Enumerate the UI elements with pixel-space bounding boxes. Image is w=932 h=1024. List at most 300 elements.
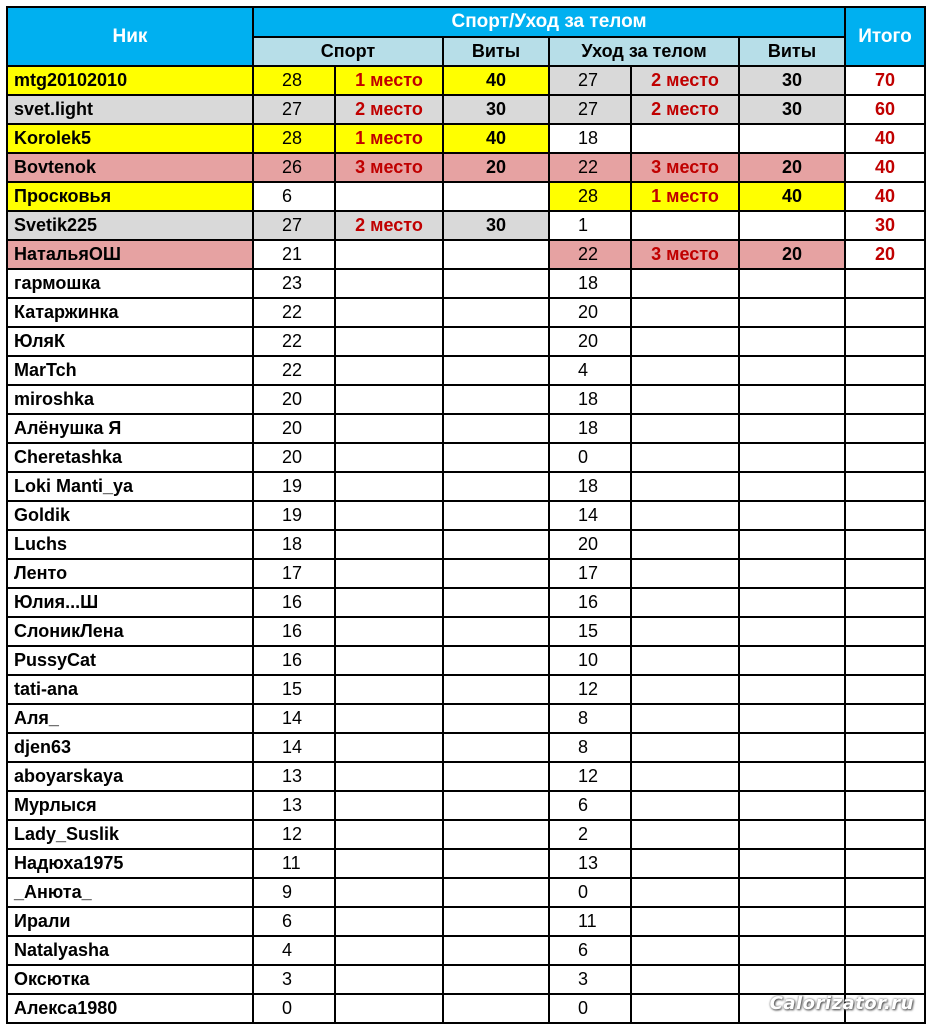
cell-total	[845, 704, 925, 733]
cell-care-points	[739, 298, 845, 327]
cell-sport-place: 3 место	[335, 153, 443, 182]
table-row	[7, 617, 925, 646]
cell-nick: НатальяОШ	[7, 240, 253, 269]
cell-sport-points: 40	[443, 124, 549, 153]
cell-sport-score: 23	[253, 269, 335, 298]
table-row	[7, 646, 925, 675]
table-row	[7, 820, 925, 849]
cell-total	[845, 646, 925, 675]
cell-care-points	[739, 269, 845, 298]
cell-nick: Bovtenok	[7, 153, 253, 182]
cell-care-points: 30	[739, 66, 845, 95]
cell-care-place: 3 место	[631, 240, 739, 269]
cell-nick: svet.light	[7, 95, 253, 124]
cell-sport-score: 27	[253, 211, 335, 240]
cell-care-place: 2 место	[631, 95, 739, 124]
cell-sport-score: 16	[253, 646, 335, 675]
cell-care-points	[739, 965, 845, 994]
table-row	[7, 704, 925, 733]
cell-nick: Просковья	[7, 182, 253, 211]
cell-care-place	[631, 559, 739, 588]
cell-sport-score: 20	[253, 414, 335, 443]
cell-nick: Goldik	[7, 501, 253, 530]
cell-care-place	[631, 762, 739, 791]
cell-nick: PussyCat	[7, 646, 253, 675]
cell-sport-place	[335, 588, 443, 617]
cell-sport-points	[443, 356, 549, 385]
table-row	[7, 965, 925, 994]
table-row	[7, 385, 925, 414]
cell-care-score: 27	[549, 95, 631, 124]
cell-sport-place	[335, 733, 443, 762]
cell-sport-points	[443, 385, 549, 414]
cell-nick: mtg20102010	[7, 66, 253, 95]
cell-sport-points	[443, 733, 549, 762]
cell-care-place	[631, 733, 739, 762]
cell-sport-place: 2 место	[335, 211, 443, 240]
table-row	[7, 95, 925, 124]
cell-sport-place	[335, 820, 443, 849]
cell-nick: Lady_Suslik	[7, 820, 253, 849]
cell-care-place: 2 место	[631, 66, 739, 95]
cell-sport-score: 6	[253, 182, 335, 211]
cell-total	[845, 936, 925, 965]
cell-sport-points	[443, 646, 549, 675]
table-row	[7, 153, 925, 182]
cell-care-score: 20	[549, 530, 631, 559]
cell-care-score: 27	[549, 66, 631, 95]
cell-care-place	[631, 124, 739, 153]
cell-care-score: 18	[549, 124, 631, 153]
cell-sport-score: 14	[253, 733, 335, 762]
cell-care-score: 18	[549, 385, 631, 414]
cell-sport-place	[335, 965, 443, 994]
table-row	[7, 791, 925, 820]
cell-care-place	[631, 530, 739, 559]
cell-care-place	[631, 849, 739, 878]
cell-care-place	[631, 994, 739, 1023]
table-row	[7, 762, 925, 791]
cell-care-score: 13	[549, 849, 631, 878]
cell-nick: Loki Manti_ya	[7, 472, 253, 501]
cell-total	[845, 965, 925, 994]
cell-sport-score: 12	[253, 820, 335, 849]
table-row	[7, 327, 925, 356]
cell-care-points	[739, 472, 845, 501]
cell-nick: Ленто	[7, 559, 253, 588]
cell-sport-points	[443, 704, 549, 733]
cell-sport-score: 14	[253, 704, 335, 733]
cell-care-points	[739, 356, 845, 385]
cell-total	[845, 559, 925, 588]
cell-care-points	[739, 443, 845, 472]
cell-sport-score: 17	[253, 559, 335, 588]
cell-care-score: 12	[549, 675, 631, 704]
cell-sport-place	[335, 849, 443, 878]
cell-care-place	[631, 269, 739, 298]
cell-sport-points	[443, 878, 549, 907]
cell-sport-points	[443, 965, 549, 994]
cell-care-points: 20	[739, 153, 845, 182]
cell-care-place: 1 место	[631, 182, 739, 211]
cell-sport-place	[335, 762, 443, 791]
cell-sport-points	[443, 588, 549, 617]
cell-total	[845, 588, 925, 617]
cell-nick: Luchs	[7, 530, 253, 559]
cell-sport-points: 40	[443, 66, 549, 95]
cell-sport-score: 22	[253, 298, 335, 327]
cell-nick: tati-ana	[7, 675, 253, 704]
table-row	[7, 733, 925, 762]
cell-sport-place	[335, 182, 443, 211]
cell-total: 20	[845, 240, 925, 269]
header-care-points: Виты	[739, 37, 845, 66]
table-row	[7, 182, 925, 211]
cell-sport-place	[335, 385, 443, 414]
cell-sport-score: 20	[253, 385, 335, 414]
cell-sport-place	[335, 356, 443, 385]
cell-sport-points	[443, 501, 549, 530]
cell-sport-place	[335, 791, 443, 820]
cell-sport-place	[335, 675, 443, 704]
cell-care-points	[739, 704, 845, 733]
cell-total: 30	[845, 211, 925, 240]
cell-care-score: 20	[549, 298, 631, 327]
cell-sport-place	[335, 269, 443, 298]
cell-care-points: 20	[739, 240, 845, 269]
cell-sport-score: 27	[253, 95, 335, 124]
cell-sport-place	[335, 646, 443, 675]
table-row	[7, 298, 925, 327]
cell-total	[845, 327, 925, 356]
cell-care-place	[631, 211, 739, 240]
cell-sport-points	[443, 298, 549, 327]
cell-nick: Алёнушка Я	[7, 414, 253, 443]
cell-nick: Надюха1975	[7, 849, 253, 878]
cell-sport-place: 2 место	[335, 95, 443, 124]
cell-sport-points	[443, 530, 549, 559]
cell-total: 70	[845, 66, 925, 95]
cell-sport-points	[443, 269, 549, 298]
cell-total: 40	[845, 153, 925, 182]
cell-care-score: 0	[549, 878, 631, 907]
table-row	[7, 907, 925, 936]
cell-sport-score: 9	[253, 878, 335, 907]
cell-care-points	[739, 675, 845, 704]
cell-total	[845, 298, 925, 327]
cell-sport-place: 1 место	[335, 66, 443, 95]
cell-total	[845, 269, 925, 298]
cell-sport-score: 19	[253, 501, 335, 530]
cell-nick: СлоникЛена	[7, 617, 253, 646]
cell-total: 60	[845, 95, 925, 124]
table-row	[7, 675, 925, 704]
cell-care-points	[739, 124, 845, 153]
header-nick: Ник	[7, 7, 253, 66]
cell-care-points	[739, 646, 845, 675]
cell-care-score: 18	[549, 269, 631, 298]
cell-nick: Svetik225	[7, 211, 253, 240]
cell-care-place: 3 место	[631, 153, 739, 182]
cell-sport-score: 6	[253, 907, 335, 936]
cell-sport-place	[335, 994, 443, 1023]
cell-care-points	[739, 588, 845, 617]
cell-total: 40	[845, 124, 925, 153]
cell-care-place	[631, 675, 739, 704]
cell-sport-score: 16	[253, 617, 335, 646]
cell-care-place	[631, 472, 739, 501]
cell-sport-score: 3	[253, 965, 335, 994]
cell-nick: Алекса1980	[7, 994, 253, 1023]
table-row	[7, 878, 925, 907]
cell-total	[845, 878, 925, 907]
cell-care-place	[631, 501, 739, 530]
table-row	[7, 849, 925, 878]
cell-care-points: 30	[739, 95, 845, 124]
cell-total	[845, 356, 925, 385]
cell-care-score: 17	[549, 559, 631, 588]
cell-sport-place	[335, 617, 443, 646]
cell-care-place	[631, 385, 739, 414]
cell-care-points	[739, 820, 845, 849]
cell-sport-points	[443, 617, 549, 646]
cell-care-points	[739, 762, 845, 791]
cell-nick: MarTch	[7, 356, 253, 385]
table-row	[7, 269, 925, 298]
table-body	[7, 66, 925, 1023]
cell-care-score: 15	[549, 617, 631, 646]
table-row	[7, 356, 925, 385]
cell-nick: Юлия...Ш	[7, 588, 253, 617]
table-row	[7, 414, 925, 443]
cell-nick: Natalyasha	[7, 936, 253, 965]
cell-care-points	[739, 907, 845, 936]
cell-care-place	[631, 298, 739, 327]
table-row	[7, 588, 925, 617]
cell-nick: Korolek5	[7, 124, 253, 153]
cell-care-points	[739, 385, 845, 414]
cell-sport-points	[443, 327, 549, 356]
cell-nick: Аля_	[7, 704, 253, 733]
cell-care-score: 28	[549, 182, 631, 211]
cell-care-score: 6	[549, 936, 631, 965]
cell-sport-points	[443, 240, 549, 269]
cell-sport-score: 26	[253, 153, 335, 182]
cell-care-points	[739, 327, 845, 356]
header-care: Уход за телом	[549, 37, 739, 66]
cell-total	[845, 472, 925, 501]
cell-care-score: 8	[549, 704, 631, 733]
cell-care-score: 18	[549, 414, 631, 443]
cell-sport-place	[335, 907, 443, 936]
cell-care-score: 22	[549, 153, 631, 182]
cell-sport-place: 1 место	[335, 124, 443, 153]
cell-care-points	[739, 530, 845, 559]
cell-sport-points	[443, 675, 549, 704]
cell-care-points	[739, 878, 845, 907]
table-row	[7, 530, 925, 559]
cell-care-score: 0	[549, 994, 631, 1023]
cell-care-points	[739, 849, 845, 878]
cell-care-score: 0	[549, 443, 631, 472]
cell-care-place	[631, 646, 739, 675]
cell-care-points	[739, 211, 845, 240]
cell-sport-score: 16	[253, 588, 335, 617]
cell-sport-score: 11	[253, 849, 335, 878]
cell-total	[845, 385, 925, 414]
cell-care-place	[631, 327, 739, 356]
cell-care-points: 40	[739, 182, 845, 211]
table-row	[7, 559, 925, 588]
header-row-top	[7, 7, 925, 37]
cell-sport-place	[335, 240, 443, 269]
header-total: Итого	[845, 7, 925, 66]
cell-care-points	[739, 791, 845, 820]
header-sport-care-group: Спорт/Уход за телом	[253, 7, 845, 37]
cell-nick: miroshka	[7, 385, 253, 414]
cell-sport-score: 22	[253, 356, 335, 385]
cell-total	[845, 762, 925, 791]
cell-sport-points: 30	[443, 211, 549, 240]
cell-sport-points: 30	[443, 95, 549, 124]
cell-care-score: 20	[549, 327, 631, 356]
table-row	[7, 501, 925, 530]
cell-care-place	[631, 356, 739, 385]
cell-sport-points	[443, 443, 549, 472]
cell-sport-place	[335, 936, 443, 965]
cell-sport-points: 20	[443, 153, 549, 182]
cell-sport-score: 13	[253, 762, 335, 791]
cell-sport-score: 13	[253, 791, 335, 820]
cell-sport-score: 22	[253, 327, 335, 356]
cell-total	[845, 733, 925, 762]
cell-care-points	[739, 936, 845, 965]
cell-total	[845, 501, 925, 530]
table-row	[7, 240, 925, 269]
cell-total	[845, 443, 925, 472]
cell-total: 40	[845, 182, 925, 211]
cell-sport-place	[335, 878, 443, 907]
cell-nick: Cheretashka	[7, 443, 253, 472]
cell-nick: Оксютка	[7, 965, 253, 994]
cell-sport-score: 21	[253, 240, 335, 269]
cell-care-place	[631, 965, 739, 994]
cell-care-place	[631, 878, 739, 907]
cell-care-points	[739, 617, 845, 646]
cell-nick: aboyarskaya	[7, 762, 253, 791]
header-sport-points: Виты	[443, 37, 549, 66]
cell-sport-place	[335, 559, 443, 588]
cell-sport-score: 0	[253, 994, 335, 1023]
cell-care-score: 1	[549, 211, 631, 240]
cell-total	[845, 414, 925, 443]
cell-sport-score: 19	[253, 472, 335, 501]
cell-sport-score: 18	[253, 530, 335, 559]
table-row	[7, 124, 925, 153]
cell-sport-score: 28	[253, 124, 335, 153]
cell-care-place	[631, 588, 739, 617]
cell-care-place	[631, 820, 739, 849]
cell-care-points	[739, 733, 845, 762]
cell-sport-place	[335, 327, 443, 356]
cell-sport-points	[443, 182, 549, 211]
table-row	[7, 472, 925, 501]
cell-sport-points	[443, 936, 549, 965]
cell-care-place	[631, 414, 739, 443]
cell-care-place	[631, 617, 739, 646]
cell-care-score: 2	[549, 820, 631, 849]
cell-sport-points	[443, 559, 549, 588]
cell-sport-points	[443, 791, 549, 820]
table-row	[7, 443, 925, 472]
cell-sport-place	[335, 472, 443, 501]
cell-care-score: 4	[549, 356, 631, 385]
cell-care-score: 18	[549, 472, 631, 501]
cell-care-score: 10	[549, 646, 631, 675]
cell-sport-score: 15	[253, 675, 335, 704]
cell-care-points	[739, 414, 845, 443]
cell-total	[845, 907, 925, 936]
cell-total	[845, 820, 925, 849]
cell-nick: _Анюта_	[7, 878, 253, 907]
cell-sport-place	[335, 414, 443, 443]
cell-sport-score: 28	[253, 66, 335, 95]
cell-nick: гармошка	[7, 269, 253, 298]
cell-care-place	[631, 907, 739, 936]
cell-care-place	[631, 704, 739, 733]
cell-care-score: 3	[549, 965, 631, 994]
watermark: Calorizator.ru	[769, 993, 914, 1014]
cell-care-place	[631, 791, 739, 820]
cell-total	[845, 617, 925, 646]
cell-sport-score: 4	[253, 936, 335, 965]
table-row	[7, 936, 925, 965]
cell-care-points	[739, 559, 845, 588]
cell-sport-points	[443, 994, 549, 1023]
cell-sport-place	[335, 298, 443, 327]
cell-sport-place	[335, 501, 443, 530]
cell-nick: djen63	[7, 733, 253, 762]
cell-care-score: 12	[549, 762, 631, 791]
cell-total	[845, 675, 925, 704]
cell-care-score: 8	[549, 733, 631, 762]
cell-nick: Мурлыся	[7, 791, 253, 820]
header-sport: Спорт	[253, 37, 443, 66]
cell-sport-points	[443, 849, 549, 878]
cell-nick: Катаржинка	[7, 298, 253, 327]
cell-sport-place	[335, 704, 443, 733]
cell-sport-score: 20	[253, 443, 335, 472]
cell-sport-place	[335, 443, 443, 472]
cell-care-score: 16	[549, 588, 631, 617]
table-row	[7, 66, 925, 95]
cell-nick: ЮляК	[7, 327, 253, 356]
cell-total	[845, 791, 925, 820]
cell-care-points	[739, 501, 845, 530]
cell-sport-points	[443, 762, 549, 791]
cell-total	[845, 849, 925, 878]
cell-sport-points	[443, 907, 549, 936]
cell-care-score: 6	[549, 791, 631, 820]
cell-nick: Ирали	[7, 907, 253, 936]
cell-sport-points	[443, 472, 549, 501]
table-row	[7, 211, 925, 240]
cell-sport-place	[335, 530, 443, 559]
cell-care-score: 22	[549, 240, 631, 269]
cell-total	[845, 530, 925, 559]
cell-sport-points	[443, 820, 549, 849]
cell-care-place	[631, 936, 739, 965]
